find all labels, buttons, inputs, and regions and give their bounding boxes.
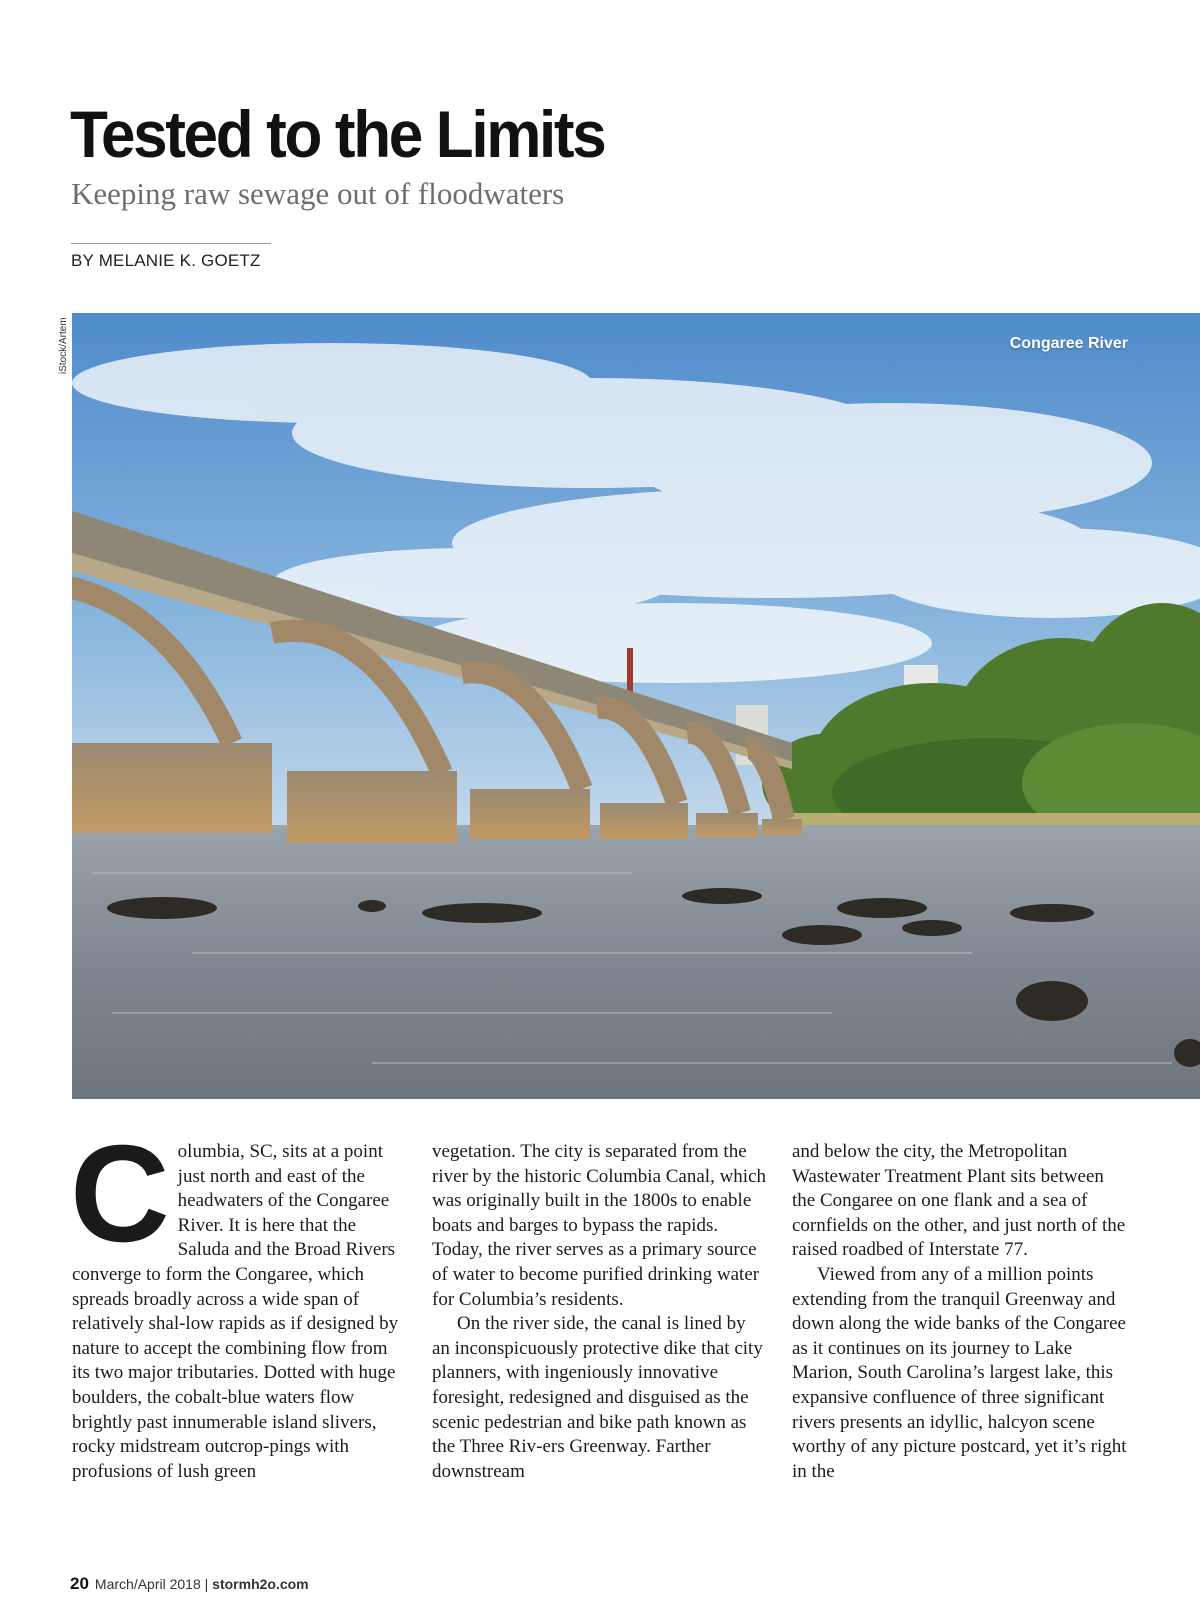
paragraph: On the river side, the canal is lined by an inconspicuously protective dike that city planners, with ingeniously innovative foresight, redesigned and disguised as the scenic pedestrian and bike path known as the Three Riv-ers Greenway. Farther downstream [432, 1313, 763, 1482]
article-title: Tested to the Limits [70, 97, 605, 171]
hero-photo [72, 313, 1200, 1099]
drop-cap: C [70, 1117, 170, 1271]
photo-caption: Congaree River [1009, 335, 1128, 352]
river-bridge-illustration [72, 313, 1200, 1099]
photo-credit-text: iStock/Artem [58, 317, 69, 374]
article-subtitle: Keeping raw sewage out of floodwaters [71, 176, 565, 211]
byline: BY MELANIE K. GOETZ [71, 251, 261, 270]
column-1 [70, 1117, 407, 1484]
paragraph: and below the city, the Metropolitan Wastewater Treatment Plant sits between the Congaree on one flank and a sea of cornfields on the other, and just north of the raised roadbed of Interstate 77. [792, 1141, 1126, 1261]
paragraph: vegetation. The city is separated from the river by the historic Columbia Canal, which was originally built in the 1800s to enable boats and barges to bypass the rapids. Today, the river serves as a primary source of water to become purified drinking water for Columbia’s residents. [432, 1141, 767, 1310]
byline-divider [71, 243, 271, 244]
issue-date: March/April 2018 | [94, 1576, 213, 1592]
page-number: 20 [70, 1574, 89, 1593]
paragraph: olumbia, SC, sits at a point just north and east of the headwaters of the Congaree River. It is here that the Saluda and the Broad Rivers converge to form the Congaree, which spreads broadly across a wide span of relatively shal-low rapids as if designed by nature to accept the combining flow from its two major tributaries. Dotted with huge boulders, the cobalt-blue waters flow brightly past innumerable island slivers, rocky midstream outcrop-pings with profusions of lush green [72, 1141, 399, 1482]
page-footer [70, 1574, 309, 1594]
column-3 [792, 1140, 1127, 1484]
article-body [70, 1117, 1132, 1520]
column-2 [432, 1140, 767, 1484]
site-name: stormh2o.com [212, 1576, 309, 1592]
paragraph: Viewed from any of a million points extending from the tranquil Greenway and down along the wide banks of the Congaree as it continues on its journey to Lake Marion, South Carolina’s largest lake, this expansive confluence of three significant rivers presents an idyllic, halcyon scene worthy of any picture postcard, yet it’s right in the [792, 1263, 1127, 1482]
water [72, 825, 1200, 1099]
